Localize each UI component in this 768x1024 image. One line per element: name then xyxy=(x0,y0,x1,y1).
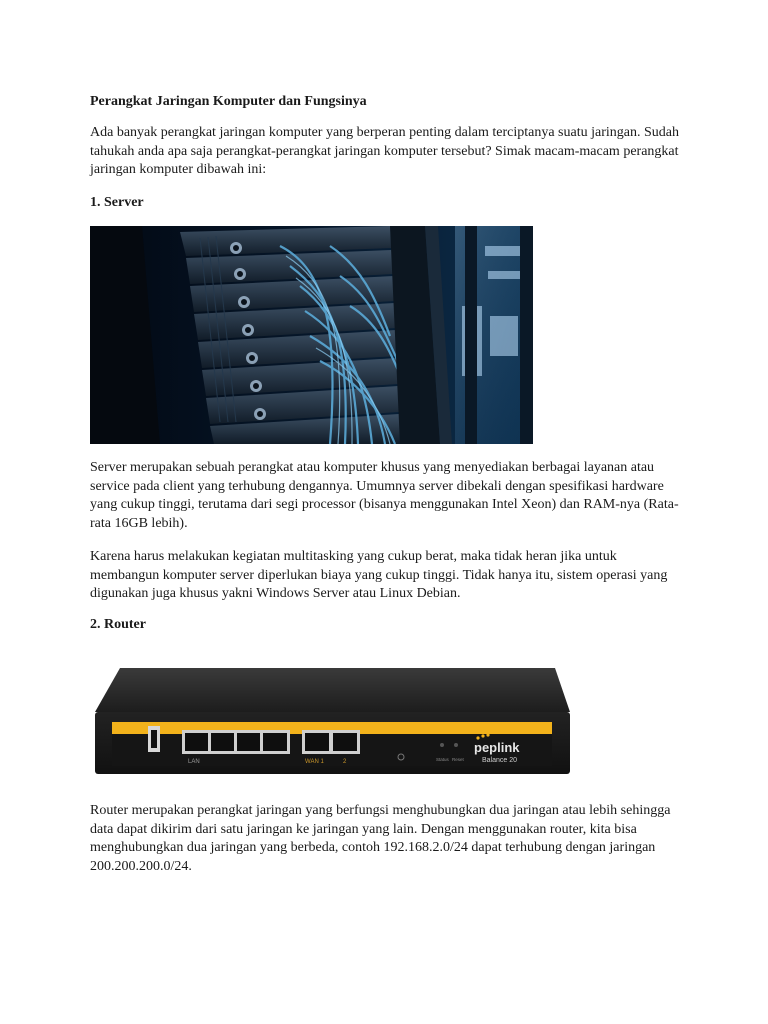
document-title: Perangkat Jaringan Komputer dan Fungsinya xyxy=(90,94,367,109)
router-model: Balance 20 xyxy=(482,757,518,764)
router-label-wan1: WAN 1 xyxy=(305,759,324,765)
router-label-lan: LAN xyxy=(188,759,200,765)
router-brand: peplink xyxy=(474,740,520,755)
router-label-status: Status xyxy=(436,757,449,762)
section-heading-router: 2. Router xyxy=(90,617,146,632)
server-rack-photo xyxy=(90,226,533,444)
router-paragraph-1: Router merupakan perangkat jaringan yang berfungsi menghubungkan dua jaringan atau lebih sehingga data dapat dikirim dari satu jaringan ke jaringan yang lain. Dengan menggunakan router, kita bisa menghubungkan dua jaringan yang berbeda, contoh 192.168.2.0/24 dapat terhubung dengan jaringan 200.200.200.0/24. xyxy=(90,803,671,874)
router-label-wan2: 2 xyxy=(343,759,347,765)
server-paragraph-1: Server merupakan sebuah perangkat atau komputer khusus yang menyediakan berbagai layanan atau service pada client yang terhubung dengannya. Umumnya server dibekali dengan spesifikasi hardware yang cukup tinggi, terutama dari segi processor (bisanya menggunakan Intel Xeon) dan RAM-nya (Rata-rata 16GB lebih). xyxy=(90,460,679,531)
section-heading-server: 1. Server xyxy=(90,195,144,210)
intro-paragraph: Ada banyak perangkat jaringan komputer yang berperan penting dalam terciptanya suatu jaringan. Sudah tahukah anda apa saja perangkat-perangkat jaringan komputer tersebut? Simak macam-macam perangkat jaringan komputer dibawah ini: xyxy=(90,125,679,177)
router-photo xyxy=(90,660,575,778)
router-label-reset: Reset xyxy=(452,757,464,762)
server-paragraph-2: Karena harus melakukan kegiatan multitasking yang cukup berat, maka tidak heran jika untuk membangun komputer server diperlukan biaya yang cukup tinggi. Tidak hanya itu, sistem operasi yang digunakan juga khusus yakni Windows Server atau Linux Debian. xyxy=(90,549,668,601)
